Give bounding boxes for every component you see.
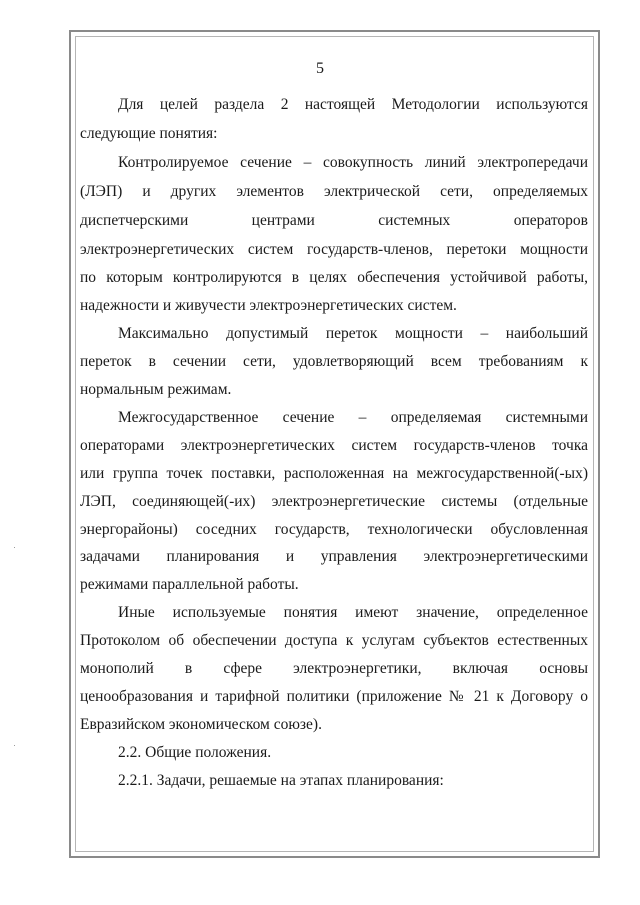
text-line: Максимально допустимый переток мощности – наибольший [118,325,588,342]
text-line: задачами планирования и управления электроэнергетическими [80,548,588,565]
page-number: 5 [316,60,324,77]
text-line: Контролируемое сечение – совокупность линий электропередачи [118,154,588,171]
text-line: электроэнергетических систем государств-членов, перетоки мощности [80,241,588,258]
text-line: (ЛЭП) и других элементов электрической сети, определяемых [80,183,588,200]
text-line: операторами электроэнергетических систем государств-членов точка [80,437,588,454]
text-line: ЛЭП, соединяющей(-их) электроэнергетические системы (отдельные [80,493,588,510]
text-line: Протоколом об обеспечении доступа к услугам субъектов естественных [80,632,588,649]
subsection-heading: 2.2.1. Задачи, решаемые на этапах планирования: [118,772,444,789]
text-line: надежности и живучести электроэнергетических систем. [80,297,457,314]
text-line: или группа точек поставки, расположенная на межгосударственной(-ых) [80,465,588,482]
scan-speck [14,745,15,746]
scan-speck [14,547,15,548]
text-line: нормальным режимам. [80,381,232,398]
text-line: Для целей раздела 2 настоящей Методологии используются [118,96,588,113]
text-line: диспетчерскими центрами системных операторов [80,212,588,229]
text-line: энергорайоны) соседних государств, технологически обусловленная [80,521,588,538]
text-line: Евразийском экономическом союзе). [80,716,322,733]
text-line: режимами параллельной работы. [80,576,299,593]
text-line: переток в сечении сети, удовлетворяющий всем требованиям к [80,353,588,370]
text-line: по которым контролируются в целях обеспечения устойчивой работы, [80,269,588,286]
text-line: следующие понятия: [80,125,218,142]
section-heading: 2.2. Общие положения. [118,744,272,761]
text-line: Иные используемые понятия имеют значение, определенное [118,604,588,621]
text-line: Межгосударственное сечение – определяемая системными [118,409,588,426]
text-line: ценообразования и тарифной политики (приложение № 21 к Договору о [80,688,588,705]
text-line: монополий в сфере электроэнергетики, включая основы [80,660,588,677]
